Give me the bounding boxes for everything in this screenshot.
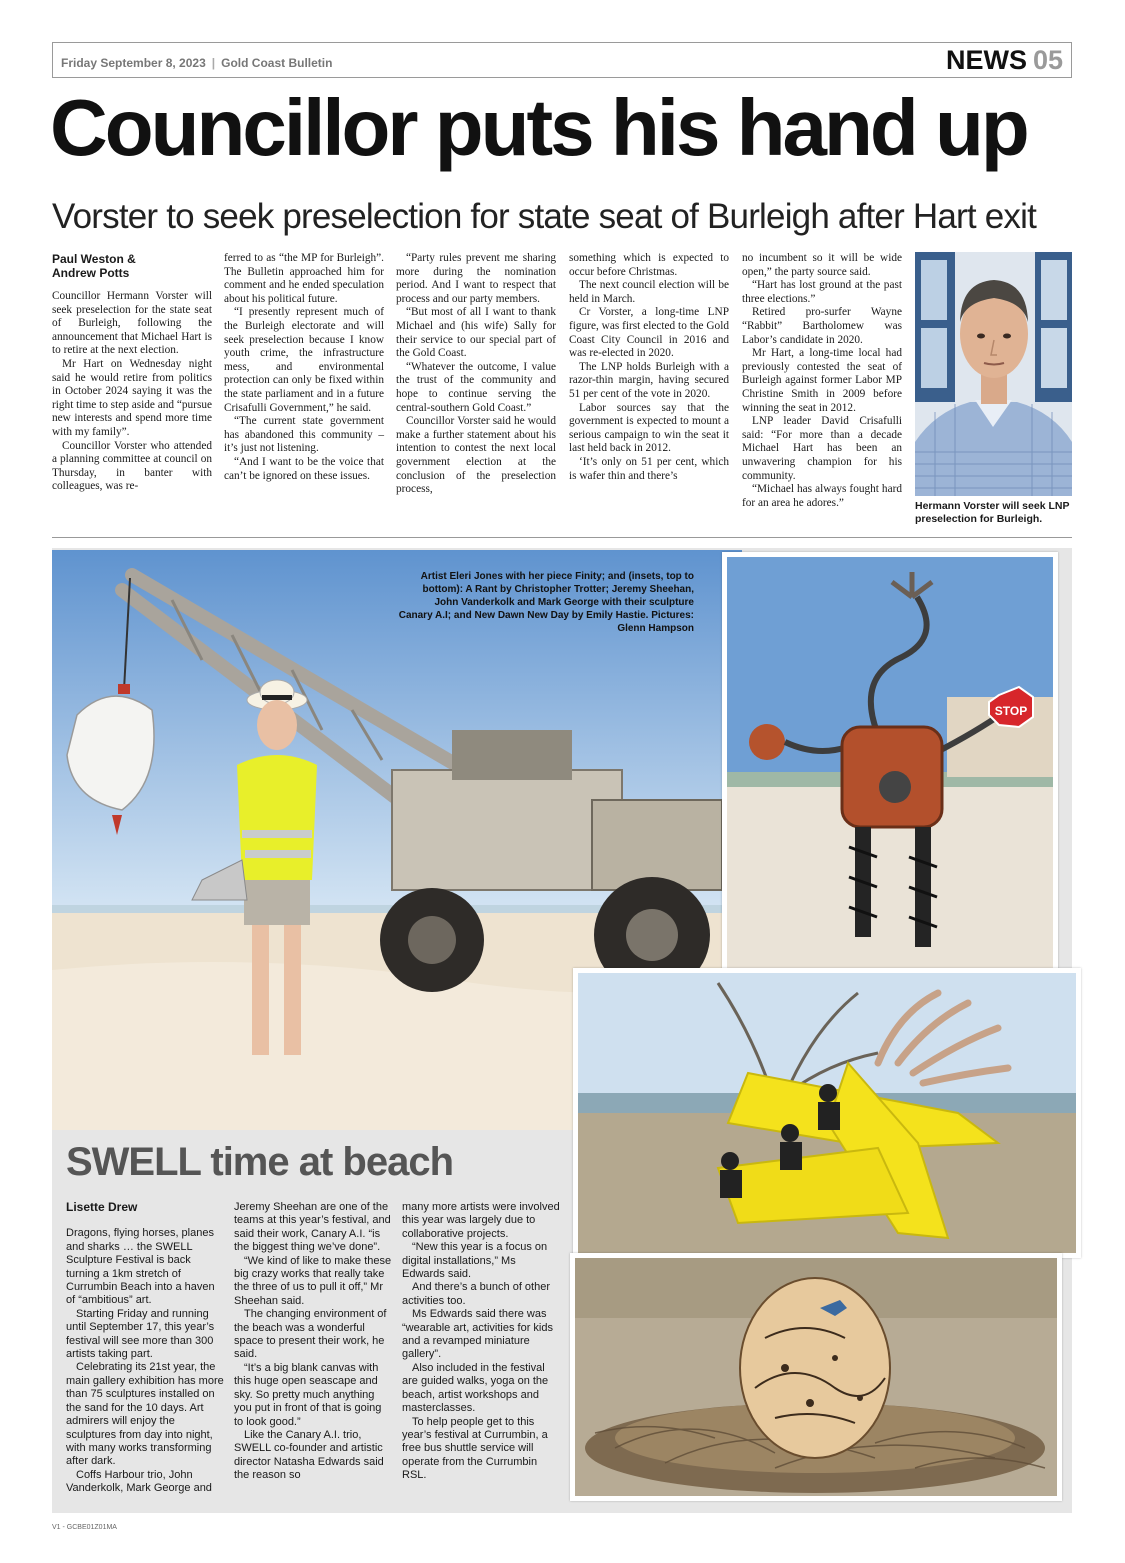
paragraph: “I presently represent much of the Burleigh electorate and will seek preselection because I know youth crime, the infrastructure mess, and environmental protection can only be fixed within the state parliament and in a future Crisafulli Government,” he said. (224, 306, 384, 414)
paragraph: The LNP holds Burleigh with a razor-thin margin, having secured 51 per cent of the vote in 2020. (569, 360, 729, 400)
paragraph: “Hart has lost ground at the past three elections.” (742, 279, 902, 305)
inset-photo-egg (570, 1253, 1062, 1501)
story-column-3 (396, 252, 556, 497)
paragraph: The next council election will be held in March. (569, 279, 729, 305)
paragraph: no incumbent so it will be wide open,” the party source said. (742, 252, 902, 278)
paragraph: “Whatever the outcome, I value the trust of the community and hope to continue serving the central-southern Gold Coast.” (396, 360, 556, 414)
paragraph: Mr Hart on Wednesday night said he would retire from politics in October 2024 saying it was the right time to step aside and “pursue new interests and spend more time with my family”. (52, 357, 212, 438)
paragraph: “But most of all I want to thank Michael and (his wife) Sally for their service to our special part of the Gold Coast. (396, 306, 556, 360)
paragraph: ferred to as “the MP for Burleigh”. The Bulletin approached him for comment and he ended speculation about his political future. (224, 252, 384, 305)
paragraph: “It’s a big blank canvas with this huge open seascape and sky. So pretty much anything you put in front of that is going to look good.” (234, 1361, 382, 1428)
story-column-5 (742, 252, 902, 510)
portrait-photo (915, 252, 1072, 496)
egg-nest-illustration (575, 1258, 1057, 1496)
story-subheadline: Vorster to seek preselection for state seat of Burleigh after Hart exit (52, 197, 1036, 236)
paragraph: Jeremy Sheehan are one of the teams at this year’s festival, and said their work, Canary A.I. “is the biggest thing we’ve done”. (234, 1201, 391, 1254)
stop-sign-text: STOP (994, 704, 1028, 718)
portrait-caption: Hermann Vorster will seek LNP preselection for Burleigh. (915, 500, 1070, 525)
paragraph: Retired pro-surfer Wayne “Rabbit” Bartholomew was Labor’s candidate in 2020. (742, 306, 902, 346)
paragraph: Coffs Harbour trio, John Vanderkolk, Mark George and (66, 1468, 212, 1495)
story-column-2 (224, 252, 384, 483)
paragraph: “New this year is a focus on digital installations,” Ms Edwards said. (402, 1241, 548, 1281)
section-divider (52, 537, 1072, 538)
section-label (946, 45, 1063, 76)
paragraph: Celebrating its 21st year, the main gallery exhibition has more than 75 sculptures installed on the sand for the 10 days. Art admirers will enjoy the sculptures from day into night, with many works transforming after dark. (66, 1361, 224, 1468)
paragraph: Dragons, flying horses, planes and sharks … the SWELL Sculpture Festival is back turning a 1km stretch of Currumbin Beach into a haven of “ambitious” art. (66, 1227, 215, 1307)
masthead-dateline (61, 56, 332, 70)
robot-sculpture-illustration (727, 557, 1053, 979)
paragraph: “We kind of like to make these big crazy works that really take the three of us to pull it off,” Mr Sheehan said. (234, 1254, 392, 1307)
paragraph: To help people get to this year’s festival at Currumbin, a free bus shuttle service will operate from the Currumbin RSL. (402, 1415, 548, 1482)
paragraph: Councillor Hermann Vorster will seek preselection for the state seat of Burleigh, following the announcement that Michael Hart is to retire at the next election. (52, 290, 212, 357)
paragraph: something which is expected to occur before Christmas. (569, 252, 729, 278)
paragraph: Councillor Vorster who attended a planning committee at council on Thursday, in banter with colleagues, was re- (52, 439, 212, 493)
byline-author-1: Paul Weston & (52, 252, 136, 266)
story-column-4 (569, 252, 729, 483)
paragraph: “Party rules prevent me sharing more during the nomination period. And I want to respect that process and our party members. (396, 252, 556, 305)
masthead-bar (52, 42, 1072, 78)
paragraph: LNP leader David Crisafulli said: “For more than a decade Michael Hart has been an unwavering champion for his community. (742, 415, 902, 482)
paragraph: Labor sources say that the government is expected to mount a serious campaign to win the seat it last held back in 2012. (569, 401, 729, 455)
inset-photo-rant (722, 552, 1058, 984)
byline-author-2: Andrew Potts (52, 266, 130, 280)
issue-date: Friday September 8, 2023 (61, 56, 206, 70)
feature-column-3 (402, 1201, 560, 1483)
paragraph: Mr Hart, a long-time local had previously contested the seat of Burleigh against former Labor MP Christine Smith in 2009 before winning the seat in 2012. (742, 347, 902, 414)
paragraph: Councillor Vorster said he would make a further statement about his intention to contest the next local government election at the conclusion of the preselection process, (396, 415, 556, 496)
paragraph: Like the Canary A.I. trio, SWELL co-founder and artistic director Natasha Edwards said the reason so (234, 1428, 384, 1482)
paragraph: “Michael has always fought hard for an area he adores.” (742, 483, 902, 509)
paragraph: many more artists were involved this year was largely due to collaborative projects. (402, 1201, 560, 1240)
publication-name: Gold Coast Bulletin (221, 56, 333, 70)
paragraph: ‘It’s only on 51 per cent, which is wafer thin and there’s (569, 455, 729, 482)
feature-headline: SWELL time at beach (66, 1140, 454, 1184)
page-number: 05 (1032, 45, 1063, 75)
paragraph: “The current state government has abandoned this community – it’s just not listening. (224, 415, 384, 455)
paragraph: Cr Vorster, a long-time LNP figure, was first elected to the Gold Coast City Council in 2016 and was re-elected in 2020. (569, 306, 729, 360)
paragraph: Starting Friday and running until September 17, this year’s festival will see more than 300 artists taking part. (66, 1307, 215, 1361)
feature-column-1 (66, 1201, 224, 1496)
story-headline: Councillor puts his hand up (50, 83, 1027, 172)
portrait-illustration (915, 252, 1072, 496)
masthead-separator: | (211, 56, 216, 70)
paragraph: “And I want to be the voice that can’t be ignored on these issues. (224, 455, 384, 482)
paragraph: The changing environment of the beach was a wonderful space to present their work, he said. (234, 1308, 387, 1361)
feature-photo-caption: Artist Eleri Jones with her piece Finity; and (insets, top to bottom): A Rant by Christopher Trotter; Jeremy Sheehan, John Vanderkolk and Mark George with their sculpture Canary A.I; and New Dawn New Day by Emily Hastie. Pictures: Glenn Hampson (398, 571, 694, 634)
section-name: NEWS (945, 45, 1027, 75)
canary-sculpture-illustration (578, 973, 1076, 1253)
paragraph: Also included in the festival are guided walks, yoga on the beach, artist workshops and masterclasses. (402, 1361, 549, 1415)
inset-photo-canary (573, 968, 1081, 1258)
paragraph: Ms Edwards said there was “wearable art, activities for kids and a revamped miniature gallery”. (402, 1308, 553, 1361)
feature-column-2 (234, 1201, 392, 1483)
story-column-1 (52, 252, 212, 494)
feature-byline: Lisette Drew (66, 1200, 138, 1214)
page-footer-code: V1 - GCBE01Z01MA (52, 1524, 117, 1531)
paragraph: And there’s a bunch of other activities too. (402, 1281, 551, 1307)
story-byline (52, 252, 212, 280)
